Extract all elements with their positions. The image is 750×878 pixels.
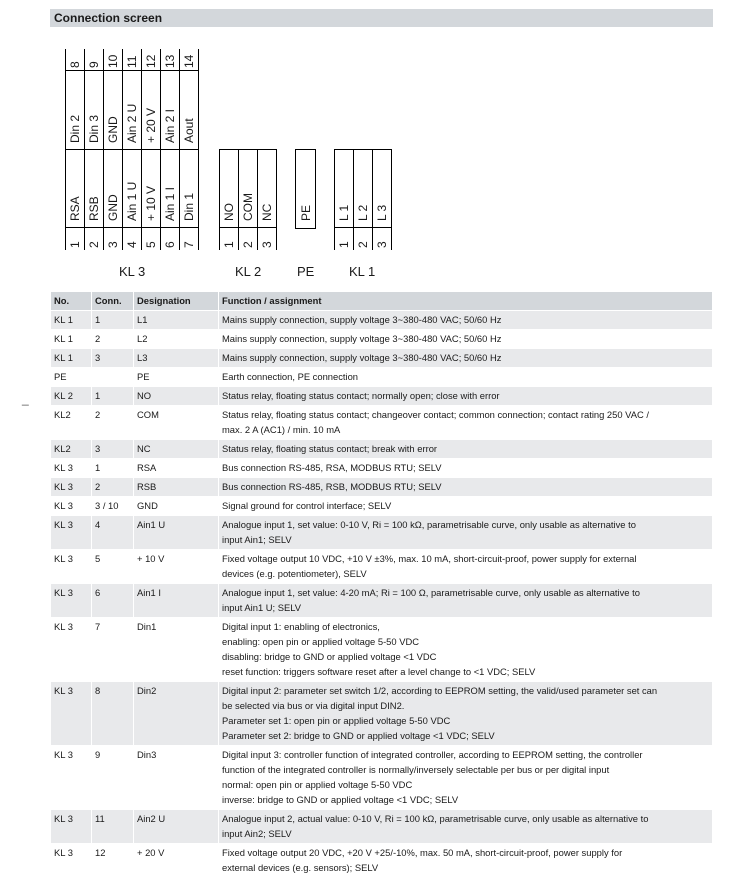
kl3-pin-13 xyxy=(160,49,179,149)
cell-conn: 11 xyxy=(92,810,134,844)
kl3-bot-pin-3 xyxy=(103,149,122,250)
pin-name: + 20 V xyxy=(144,107,158,143)
cell-conn: 3 / 10 xyxy=(92,497,134,516)
cell-designation: + 10 V xyxy=(134,550,219,584)
connection-table xyxy=(50,291,713,878)
pin-name-cell xyxy=(66,150,84,227)
cell-designation: Ain1 U xyxy=(134,516,219,550)
col-header-no: No. xyxy=(51,292,92,311)
pin-number-cell xyxy=(161,227,179,250)
kl3-pin-12 xyxy=(141,49,160,149)
pin-name-cell xyxy=(239,150,257,227)
cell-designation: RSB xyxy=(134,478,219,497)
cell-conn: 3 xyxy=(92,440,134,459)
cell-conn: 5 xyxy=(92,550,134,584)
kl3-bot-pin-6 xyxy=(160,149,179,250)
kl3-label: KL 3 xyxy=(119,264,146,279)
cell-designation: + 20 V xyxy=(134,844,219,878)
margin-mark: _ xyxy=(22,392,29,406)
pin-name-cell xyxy=(296,150,315,227)
pin-number-cell xyxy=(142,49,160,71)
cell-function xyxy=(219,497,713,516)
cell-function xyxy=(219,618,713,682)
function-line: Digital input 2: parameter set switch 1/2, according to EEPROM setting, the valid/used parameter set can xyxy=(222,685,658,696)
function-line: Fixed voltage output 20 VDC, +20 V +25/-10%, max. 50 mA, short-circuit-proof, power supply for xyxy=(222,847,623,858)
cell-no: KL 3 xyxy=(51,584,92,618)
cell-no: KL 3 xyxy=(51,844,92,878)
cell-function xyxy=(219,844,713,878)
pin-number-cell xyxy=(373,227,391,250)
pin-number: 6 xyxy=(163,241,177,248)
pin-number: 12 xyxy=(144,54,158,68)
function-line: input Ain1; SELV xyxy=(222,534,292,545)
kl3-bot-pin-5 xyxy=(141,149,160,250)
pin-number: 3 xyxy=(260,241,274,248)
pin-number-cell xyxy=(66,49,84,71)
cell-function xyxy=(219,368,713,387)
pin-name: Ain 1 I xyxy=(163,186,177,221)
pin-name: Din 3 xyxy=(87,114,101,143)
function-line: Earth connection, PE connection xyxy=(222,371,359,382)
pin-number-cell xyxy=(239,227,257,250)
table-header-row xyxy=(51,292,713,311)
pin-name: GND xyxy=(106,116,120,143)
pin-number: 5 xyxy=(144,241,158,248)
kl3-pin-11 xyxy=(122,49,141,149)
cell-designation: NO xyxy=(134,387,219,406)
cell-no: KL 3 xyxy=(51,497,92,516)
pin-number-cell xyxy=(104,49,122,71)
pin-name-cell xyxy=(161,71,179,149)
pin-name-cell xyxy=(258,150,276,227)
cell-function xyxy=(219,387,713,406)
cell-designation: Ain1 I xyxy=(134,584,219,618)
pin-name: L 3 xyxy=(375,204,389,221)
table-row xyxy=(51,497,713,516)
cell-conn: 3 xyxy=(92,349,134,368)
pin-number: 3 xyxy=(106,241,120,248)
pin-name-cell xyxy=(85,150,103,227)
pin-name: + 10 V xyxy=(144,185,158,221)
pin-name: Ain 2 I xyxy=(163,108,177,143)
table-row xyxy=(51,478,713,497)
cell-designation: GND xyxy=(134,497,219,516)
pe-label: PE xyxy=(297,264,315,279)
pin-name: RSA xyxy=(68,196,82,221)
pin-number-cell xyxy=(220,227,238,250)
pin-name: NO xyxy=(222,203,236,221)
pin-number-cell xyxy=(123,49,141,71)
function-line: Mains supply connection, supply voltage 3~380-480 VAC; 50/60 Hz xyxy=(222,314,502,325)
cell-no: KL 3 xyxy=(51,746,92,810)
cell-conn xyxy=(92,368,134,387)
pin-number-cell xyxy=(161,49,179,71)
pin-name: Ain 2 U xyxy=(125,103,139,143)
table-row xyxy=(51,584,713,618)
pin-name-cell xyxy=(180,71,198,149)
pin-name-cell xyxy=(180,150,198,227)
kl1-terminal xyxy=(334,149,392,250)
pin-number: 4 xyxy=(125,241,139,248)
function-line: Status relay, floating status contact; break with error xyxy=(222,443,438,454)
cell-no: KL2 xyxy=(51,440,92,459)
function-line: Digital input 3: controller function of integrated controller, according to EEPROM setting, the controller xyxy=(222,749,643,760)
pin-name: GND xyxy=(106,194,120,221)
table-row xyxy=(51,618,713,682)
pin-name: L 2 xyxy=(356,204,370,221)
pe-pin-PE xyxy=(295,149,316,229)
kl2-terminal xyxy=(219,149,277,250)
kl3-terminal-top xyxy=(65,49,199,149)
cell-no: KL 3 xyxy=(51,618,92,682)
pin-name-cell xyxy=(66,71,84,149)
cell-function xyxy=(219,440,713,459)
function-line: max. 2 A (AC1) / min. 10 mA xyxy=(222,424,341,435)
pin-name: L 1 xyxy=(337,204,351,221)
cell-conn: 6 xyxy=(92,584,134,618)
pin-number: 3 xyxy=(375,241,389,248)
pin-name: Aout xyxy=(182,118,196,143)
cell-function xyxy=(219,478,713,497)
pin-name: COM xyxy=(241,193,255,221)
table-row xyxy=(51,440,713,459)
cell-function xyxy=(219,746,713,810)
function-line: Mains supply connection, supply voltage 3~380-480 VAC; 50/60 Hz xyxy=(222,352,502,363)
pin-name-cell xyxy=(123,71,141,149)
cell-function xyxy=(219,516,713,550)
pin-name-cell xyxy=(85,71,103,149)
table-row xyxy=(51,682,713,746)
function-line: disabling: bridge to GND or applied voltage <1 VDC xyxy=(222,651,437,662)
cell-designation: L1 xyxy=(134,311,219,330)
function-line: Bus connection RS-485, RSB, MODBUS RTU; SELV xyxy=(222,481,442,492)
table-row xyxy=(51,330,713,349)
cell-no: KL 3 xyxy=(51,550,92,584)
cell-no: KL 3 xyxy=(51,516,92,550)
cell-function xyxy=(219,459,713,478)
pin-number-cell xyxy=(123,227,141,250)
function-line: external devices (e.g. sensors); SELV xyxy=(222,862,379,873)
cell-designation: Din3 xyxy=(134,746,219,810)
pin-name: Din 2 xyxy=(68,114,82,143)
function-line: Analogue input 1, set value: 4-20 mA; Ri = 100 Ω, parametrisable curve, only usable as alternative to xyxy=(222,587,640,598)
pin-number-cell xyxy=(335,227,353,250)
pin-name: NC xyxy=(260,203,274,221)
function-line: Analogue input 2, actual value: 0-10 V, Ri = 100 kΩ, parametrisable curve, only usable as alternative to xyxy=(222,813,649,824)
pin-name-cell xyxy=(142,150,160,227)
pin-number: 2 xyxy=(356,241,370,248)
kl1-pin-3 xyxy=(372,149,392,250)
function-line: Analogue input 1, set value: 0-10 V, Ri = 100 kΩ, parametrisable curve, only usable as alternative to xyxy=(222,519,636,530)
function-line: enabling: open pin or applied voltage 5-50 VDC xyxy=(222,636,420,647)
pin-name-cell xyxy=(104,150,122,227)
pin-name: Din 1 xyxy=(182,192,196,221)
cell-conn: 1 xyxy=(92,387,134,406)
cell-designation: Din2 xyxy=(134,682,219,746)
function-line: Parameter set 2: bridge to GND or applied voltage <1 VDC; SELV xyxy=(222,730,495,741)
function-line: Bus connection RS-485, RSA, MODBUS RTU; SELV xyxy=(222,462,442,473)
function-line: be selected via bus or via digital input DIN2. xyxy=(222,700,405,711)
cell-conn: 4 xyxy=(92,516,134,550)
function-line: inverse: bridge to GND or applied voltage <1 VDC; SELV xyxy=(222,794,459,805)
pin-name-cell xyxy=(142,71,160,149)
pin-number: 8 xyxy=(68,61,82,68)
kl3-bot-pin-1 xyxy=(65,149,84,250)
kl3-bot-pin-4 xyxy=(122,149,141,250)
table-row xyxy=(51,516,713,550)
cell-conn: 2 xyxy=(92,330,134,349)
pin-name-cell xyxy=(123,150,141,227)
table-row xyxy=(51,387,713,406)
section-header: Connection screen xyxy=(50,9,713,27)
pin-number-cell xyxy=(142,227,160,250)
cell-function xyxy=(219,330,713,349)
cell-designation: Ain2 U xyxy=(134,810,219,844)
cell-conn: 2 xyxy=(92,478,134,497)
cell-conn: 1 xyxy=(92,311,134,330)
kl3-pin-9 xyxy=(84,49,103,149)
cell-no: KL 3 xyxy=(51,682,92,746)
cell-conn: 1 xyxy=(92,459,134,478)
cell-function xyxy=(219,584,713,618)
table-row xyxy=(51,406,713,440)
cell-no: KL 1 xyxy=(51,349,92,368)
pin-number: 11 xyxy=(125,55,139,68)
cell-designation: L2 xyxy=(134,330,219,349)
pin-number: 9 xyxy=(87,61,101,68)
pin-name-cell xyxy=(373,150,391,227)
pin-number: 14 xyxy=(182,54,196,68)
cell-function xyxy=(219,311,713,330)
cell-conn: 2 xyxy=(92,406,134,440)
pin-number: 10 xyxy=(106,54,120,68)
pin-number: 7 xyxy=(182,241,196,248)
cell-conn: 7 xyxy=(92,618,134,682)
pin-number: 2 xyxy=(87,241,101,248)
table-row xyxy=(51,349,713,368)
cell-designation: L3 xyxy=(134,349,219,368)
cell-no: KL 3 xyxy=(51,478,92,497)
cell-no: PE xyxy=(51,368,92,387)
col-header-designation: Designation xyxy=(134,292,219,311)
kl2-pin-1 xyxy=(219,149,238,250)
function-line: Status relay, floating status contact; changeover contact; common connection; contact rating 250 VAC / xyxy=(222,409,649,420)
kl3-pin-14 xyxy=(179,49,199,149)
pin-number: 13 xyxy=(163,54,177,68)
table-row xyxy=(51,550,713,584)
cell-function xyxy=(219,349,713,368)
function-line: reset function: triggers software reset after a level change to <1 VDC; SELV xyxy=(222,666,536,677)
function-line: function of the integrated controller is normally/inversely selectable per bus or per digital input xyxy=(222,764,610,775)
table-row xyxy=(51,844,713,878)
kl2-pin-3 xyxy=(257,149,277,250)
cell-no: KL 1 xyxy=(51,311,92,330)
cell-designation: NC xyxy=(134,440,219,459)
pin-number-cell xyxy=(104,227,122,250)
cell-no: KL 2 xyxy=(51,387,92,406)
kl3-pin-10 xyxy=(103,49,122,149)
pin-number-cell xyxy=(66,227,84,250)
kl1-label: KL 1 xyxy=(349,264,376,279)
pin-name: PE xyxy=(298,204,313,221)
pin-number-cell xyxy=(258,227,276,250)
col-header-function: Function / assignment xyxy=(219,292,713,311)
pin-name-cell xyxy=(161,150,179,227)
table-row xyxy=(51,459,713,478)
kl1-pin-2 xyxy=(353,149,372,250)
cell-function xyxy=(219,810,713,844)
pin-number-cell xyxy=(180,227,198,250)
function-line: Parameter set 1: open pin or applied voltage 5-50 VDC xyxy=(222,715,451,726)
pin-name: RSB xyxy=(87,196,101,221)
pin-name-cell xyxy=(104,71,122,149)
pin-number: 2 xyxy=(241,241,255,248)
pin-number-cell xyxy=(180,49,198,71)
function-line: Digital input 1: enabling of electronics, xyxy=(222,621,380,632)
table-row xyxy=(51,311,713,330)
kl3-bot-pin-7 xyxy=(179,149,199,250)
pin-number-cell xyxy=(354,227,372,250)
cell-conn: 12 xyxy=(92,844,134,878)
cell-conn: 8 xyxy=(92,682,134,746)
cell-no: KL 1 xyxy=(51,330,92,349)
pe-terminal xyxy=(295,149,316,229)
col-header-conn: Conn. xyxy=(92,292,134,311)
table-row xyxy=(51,368,713,387)
kl1-pin-1 xyxy=(334,149,353,250)
cell-function xyxy=(219,550,713,584)
pin-number-cell xyxy=(85,49,103,71)
function-line: normal: open pin or applied voltage 5-50 VDC xyxy=(222,779,413,790)
function-line: Status relay, floating status contact; normally open; close with error xyxy=(222,390,500,401)
function-line: Mains supply connection, supply voltage 3~380-480 VAC; 50/60 Hz xyxy=(222,333,502,344)
function-line: input Ain2; SELV xyxy=(222,828,292,839)
cell-no: KL 3 xyxy=(51,810,92,844)
cell-conn: 9 xyxy=(92,746,134,810)
cell-designation: PE xyxy=(134,368,219,387)
table-row xyxy=(51,810,713,844)
pin-name-cell xyxy=(354,150,372,227)
table-row xyxy=(51,746,713,810)
kl3-terminal-bottom xyxy=(65,149,199,250)
pin-number: 1 xyxy=(222,241,236,248)
cell-designation: COM xyxy=(134,406,219,440)
pin-number: 1 xyxy=(337,241,351,248)
pin-name-cell xyxy=(335,150,353,227)
kl3-pin-8 xyxy=(65,49,84,149)
function-line: input Ain1 U; SELV xyxy=(222,602,302,613)
pin-number: 1 xyxy=(68,241,82,248)
pin-number-cell xyxy=(85,227,103,250)
kl3-bot-pin-2 xyxy=(84,149,103,250)
function-line: devices (e.g. potentiometer), SELV xyxy=(222,568,367,579)
cell-designation: RSA xyxy=(134,459,219,478)
pin-name-cell xyxy=(220,150,238,227)
function-line: Fixed voltage output 10 VDC, +10 V ±3%, max. 10 mA, short-circuit-proof, power supply for external xyxy=(222,553,637,564)
function-line: Signal ground for control interface; SELV xyxy=(222,500,392,511)
cell-function xyxy=(219,406,713,440)
cell-function xyxy=(219,682,713,746)
kl2-pin-2 xyxy=(238,149,257,250)
cell-designation: Din1 xyxy=(134,618,219,682)
pin-name: Ain 1 U xyxy=(125,181,139,221)
cell-no: KL 3 xyxy=(51,459,92,478)
cell-no: KL2 xyxy=(51,406,92,440)
kl2-label: KL 2 xyxy=(235,264,262,279)
